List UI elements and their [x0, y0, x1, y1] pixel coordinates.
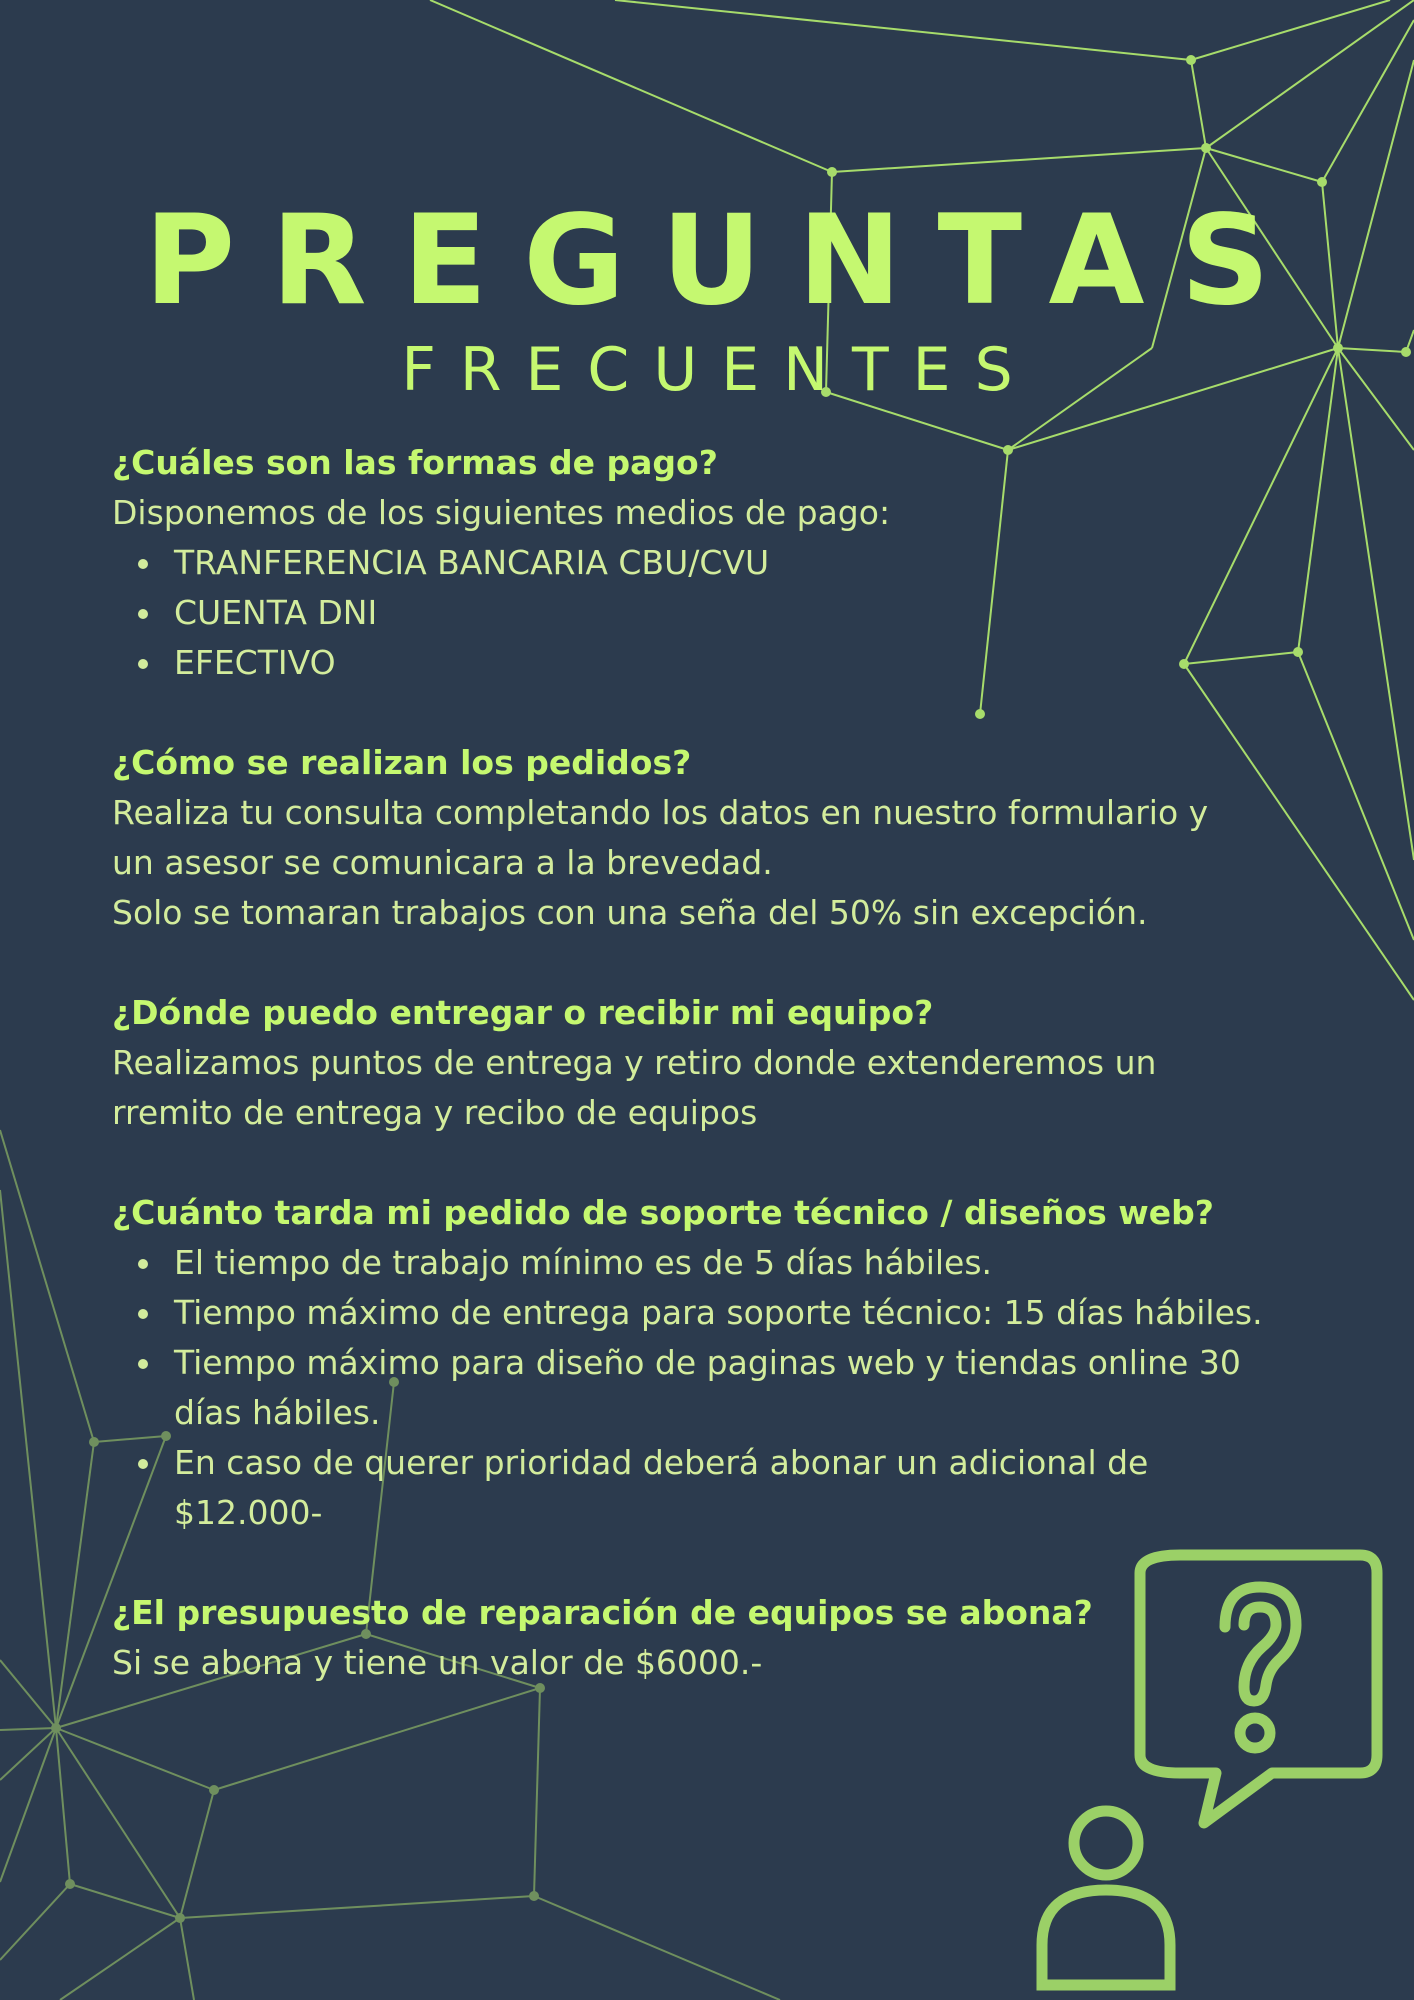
faq-question: ¿Dónde puedo entregar o recibir mi equipo? [112, 993, 934, 1032]
payment-methods-list [112, 538, 1292, 688]
duration-list [112, 1238, 1274, 1538]
list-item: EFECTIVO [174, 638, 1292, 688]
list-item: El tiempo de trabajo mínimo es de 5 días hábiles. [174, 1238, 1274, 1288]
faq-answer: Realiza tu consulta completando los datos en nuestro formulario y un asesor se comunicara a la brevedad. [112, 793, 1209, 882]
faq-answer: Disponemos de los siguientes medios de pago: [112, 493, 891, 532]
faq-question: ¿Cómo se realizan los pedidos? [112, 743, 692, 782]
faq-item-payment [112, 438, 1292, 688]
list-item: CUENTA DNI [174, 588, 1292, 638]
faq-answer: Realizamos puntos de entrega y retiro donde extenderemos un rremito de entrega y recibo de equipos [112, 1043, 1157, 1132]
list-item: Tiempo máximo de entrega para soporte técnico: 15 días hábiles. [174, 1288, 1274, 1338]
list-item: En caso de querer prioridad deberá abonar un adicional de $12.000- [174, 1438, 1174, 1538]
faq-item-orders [112, 738, 1292, 938]
faq-question: ¿Cuáles son las formas de pago? [112, 443, 718, 482]
faq-question: ¿El presupuesto de reparación de equipos se abona? [112, 1593, 1093, 1632]
faq-item-duration [112, 1188, 1292, 1538]
page-subtitle: FRECUENTES [401, 335, 1037, 405]
faq-question: ¿Cuánto tarda mi pedido de soporte técnico / diseños web? [112, 1193, 1214, 1232]
faq-list [112, 438, 1292, 1738]
page-title: PREGUNTAS [144, 189, 1306, 333]
faq-illustration [1032, 1545, 1392, 1995]
person-icon [1042, 1811, 1170, 1985]
faq-answer: Si se abona y tiene un valor de $6000.- [112, 1643, 763, 1682]
list-item: Tiempo máximo para diseño de paginas web y tiendas online 30 días hábiles. [174, 1338, 1274, 1438]
faq-item-delivery [112, 988, 1292, 1138]
faq-answer: Solo se tomaran trabajos con una seña del 50% sin excepción. [112, 893, 1148, 932]
list-item: TRANFERENCIA BANCARIA CBU/CVU [174, 538, 1292, 588]
question-speech-bubble-icon [1140, 1555, 1377, 1823]
